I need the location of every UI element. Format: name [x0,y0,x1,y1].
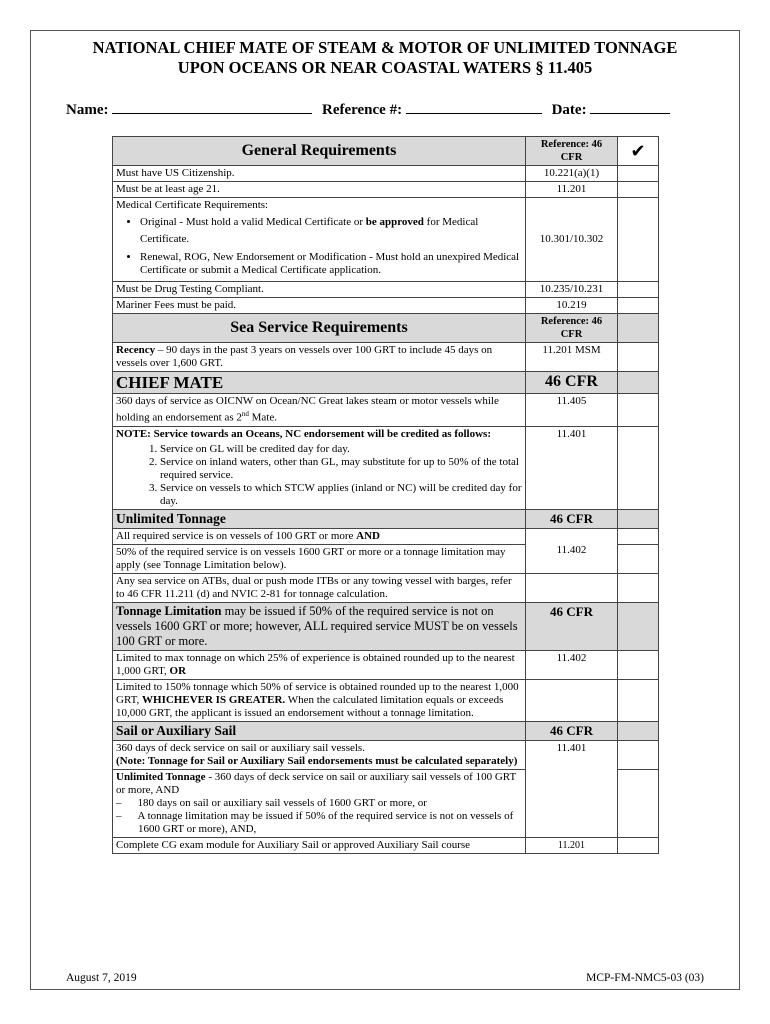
checkbox-cell[interactable] [618,343,659,372]
list-item: – A tonnage limitation may be issued if 50% of the required service is not on vessels of 1600 GRT or more), AND, [116,809,514,835]
name-field[interactable] [112,99,312,114]
checkbox-cell [618,602,659,650]
reference-cell: 11.405 [526,394,618,427]
table-row [113,740,659,769]
cfr-header: 46 CFR [526,509,618,528]
table-row [113,198,659,282]
checkbox-cell[interactable] [618,837,659,853]
table-row [113,650,659,679]
checkbox-cell[interactable] [618,740,659,769]
date-field[interactable] [590,99,670,114]
chief-mate-header-row [113,372,659,394]
requirement-text: Mariner Fees must be paid. [113,298,526,314]
checkbox-cell[interactable] [618,182,659,198]
requirement-text: Any sea service on ATBs, dual or push mode ITBs or any towing vessel with barges, refer to 46 CFR 11.211 (d) and NVIC 2-81 for tonnage calculation. [113,573,526,602]
footer-form-number: MCP-FM-NMC5-03 (03) [586,972,704,984]
requirement-text: Must be Drug Testing Compliant. [113,282,526,298]
dash-list [116,797,522,836]
medical-requirements [113,198,526,282]
medical-intro: Medical Certificate Requirements: [116,199,269,211]
general-ref-header: Reference: 46 CFR [526,137,618,166]
reference-cell: 11.201 [526,837,618,853]
checkbox-cell[interactable] [618,282,659,298]
tonnage-header: Tonnage Limitation may be issued if 50% of the required service is not on vessels 1600 GRT or more; however, ALL required service MUST be on vessels 100 GRT or more. [113,602,526,650]
checkbox-cell[interactable] [618,544,659,573]
requirement-text: Must have US Citizenship. [113,166,526,182]
list-item: 1. Service on GL will be credited day for day. [160,443,522,456]
medical-list [116,214,522,277]
cfr-header: 46 CFR [526,372,618,394]
reference-cell: 11.201 [526,182,618,198]
requirement-text: Limited to 150% tonnage which 50% of service is obtained rounded up to the nearest 1,000 GRT, WHICHEVER IS GREATER. When the calculated limitation equals or exceeds 10,000 GRT, the applicant is issued an endorsement without a tonnage limitation. [113,679,526,721]
note-heading: NOTE: Service towards an Oceans, NC endorsement will be credited as follows: [116,427,491,440]
checkbox-cell[interactable] [618,650,659,679]
note-cell [113,426,526,509]
reference-field[interactable] [406,99,542,114]
checkbox-cell[interactable] [618,769,659,837]
checkbox-cell[interactable] [618,528,659,544]
table-row [113,394,659,427]
cfr-header: 46 CFR [526,602,618,650]
sea-header: Sea Service Requirements [113,314,526,343]
requirement-text: Limited to max tonnage on which 25% of experience is obtained rounded up to the nearest 1,000 GRT, OR [113,650,526,679]
reference-cell: 10.219 [526,298,618,314]
checkbox-cell[interactable] [618,679,659,721]
sea-ref-header: Reference: 46 CFR [526,314,618,343]
reference-cell: 11.201 MSM [526,343,618,372]
list-item: • Original - Must hold a valid Medical Certificate or be approved for Medical Certificate. [140,214,522,248]
unlimited-header-row [113,509,659,528]
list-item: 3. Service on vessels to which STCW applies (inland or NC) will be credited day for day. [160,482,522,508]
recency-text: Recency – 90 days in the past 3 years on vessels over 100 GRT to include 45 days on vessels over 1,600 GRT. [113,343,526,372]
reference-cell: 11.401 [526,740,618,837]
list-item: – 180 days on sail or auxiliary sail vessels of 1600 GRT or more, or [116,796,427,809]
reference-cell: 10.235/10.231 [526,282,618,298]
requirement-text: Unlimited Tonnage - 360 days of deck service on sail or auxiliary sail vessels of 100 GRT or more, AND – 180 days on sail or auxiliary sail vessels of 1600 GRT or more, or – A tonnage limitation may be issued if 50% of the required service is not on vessels of 1600 GRT or more), AND, [113,769,526,837]
requirement-text: Must be at least age 21. [113,182,526,198]
checkbox-cell [618,721,659,740]
footer-date: August 7, 2019 [66,972,137,984]
chief-mate-header: CHIEF MATE [113,372,526,394]
requirements-table [112,136,659,854]
list-item: • Renewal, ROG, New Endorsement or Modification - Must hold an unexpired Medical Certificate or submit a Medical Certificate application. [140,251,522,277]
table-row [113,528,659,544]
checkbox-cell[interactable] [618,394,659,427]
reference-cell: 11.402 [526,528,618,573]
sail-header-row [113,721,659,740]
applicant-info-line [66,99,670,119]
checkbox-cell[interactable] [618,298,659,314]
checkbox-cell [618,372,659,394]
table-row [113,573,659,602]
table-row [113,426,659,509]
sea-header-row [113,314,659,343]
reference-cell: 10.301/10.302 [526,198,618,282]
reference-cell: 10.221(a)(1) [526,166,618,182]
table-row [113,166,659,182]
requirement-text: 360 days of deck service on sail or auxiliary sail vessels. (Note: Tonnage for Sail or Auxiliary Sail endorsements must be calculated separately) [113,740,526,769]
checkbox-cell[interactable] [618,573,659,602]
unlimited-header: Unlimited Tonnage [113,509,526,528]
reference-cell [526,573,618,602]
checkbox-cell[interactable] [618,198,659,282]
table-row [113,343,659,372]
reference-cell: 11.402 [526,650,618,679]
table-row [113,298,659,314]
date-label: Date: [551,102,587,118]
name-label: Name: [66,102,109,118]
reference-cell: 11.401 [526,426,618,509]
check-icon: ✔ [618,137,659,166]
table-row [113,182,659,198]
requirement-text: 50% of the required service is on vessels 1600 GRT or more or a tonnage limitation may apply (see Tonnage Limitation below). [113,544,526,573]
checkbox-cell[interactable] [618,166,659,182]
requirement-text: All required service is on vessels of 100 GRT or more AND [113,528,526,544]
reference-label: Reference #: [321,102,403,118]
checkbox-cell [618,509,659,528]
requirement-text: 360 days of service as OICNW on Ocean/NC Great lakes steam or motor vessels while holding an endorsement as 2nd Mate. [113,394,526,427]
table-row [113,837,659,853]
tonnage-header-row [113,602,659,650]
table-row [113,679,659,721]
title-line-1: NATIONAL CHIEF MATE OF STEAM & MOTOR OF UNLIMITED TONNAGE [92,38,678,57]
checkbox-cell [618,314,659,343]
general-header: General Requirements [113,137,526,166]
title-line-2: UPON OCEANS OR NEAR COASTAL WATERS § 11.405 [177,58,593,77]
cfr-header: 46 CFR [526,721,618,740]
requirement-text: Complete CG exam module for Auxiliary Sail or approved Auxiliary Sail course [113,837,526,853]
table-row [113,282,659,298]
form-title [30,38,740,78]
list-item: 2. Service on inland waters, other than GL, may substitute for up to 50% of the total required service. [160,456,522,482]
sail-header: Sail or Auxiliary Sail [113,721,526,740]
checkbox-cell[interactable] [618,426,659,509]
general-header-row [113,137,659,166]
reference-cell [526,679,618,721]
note-list [116,443,522,508]
